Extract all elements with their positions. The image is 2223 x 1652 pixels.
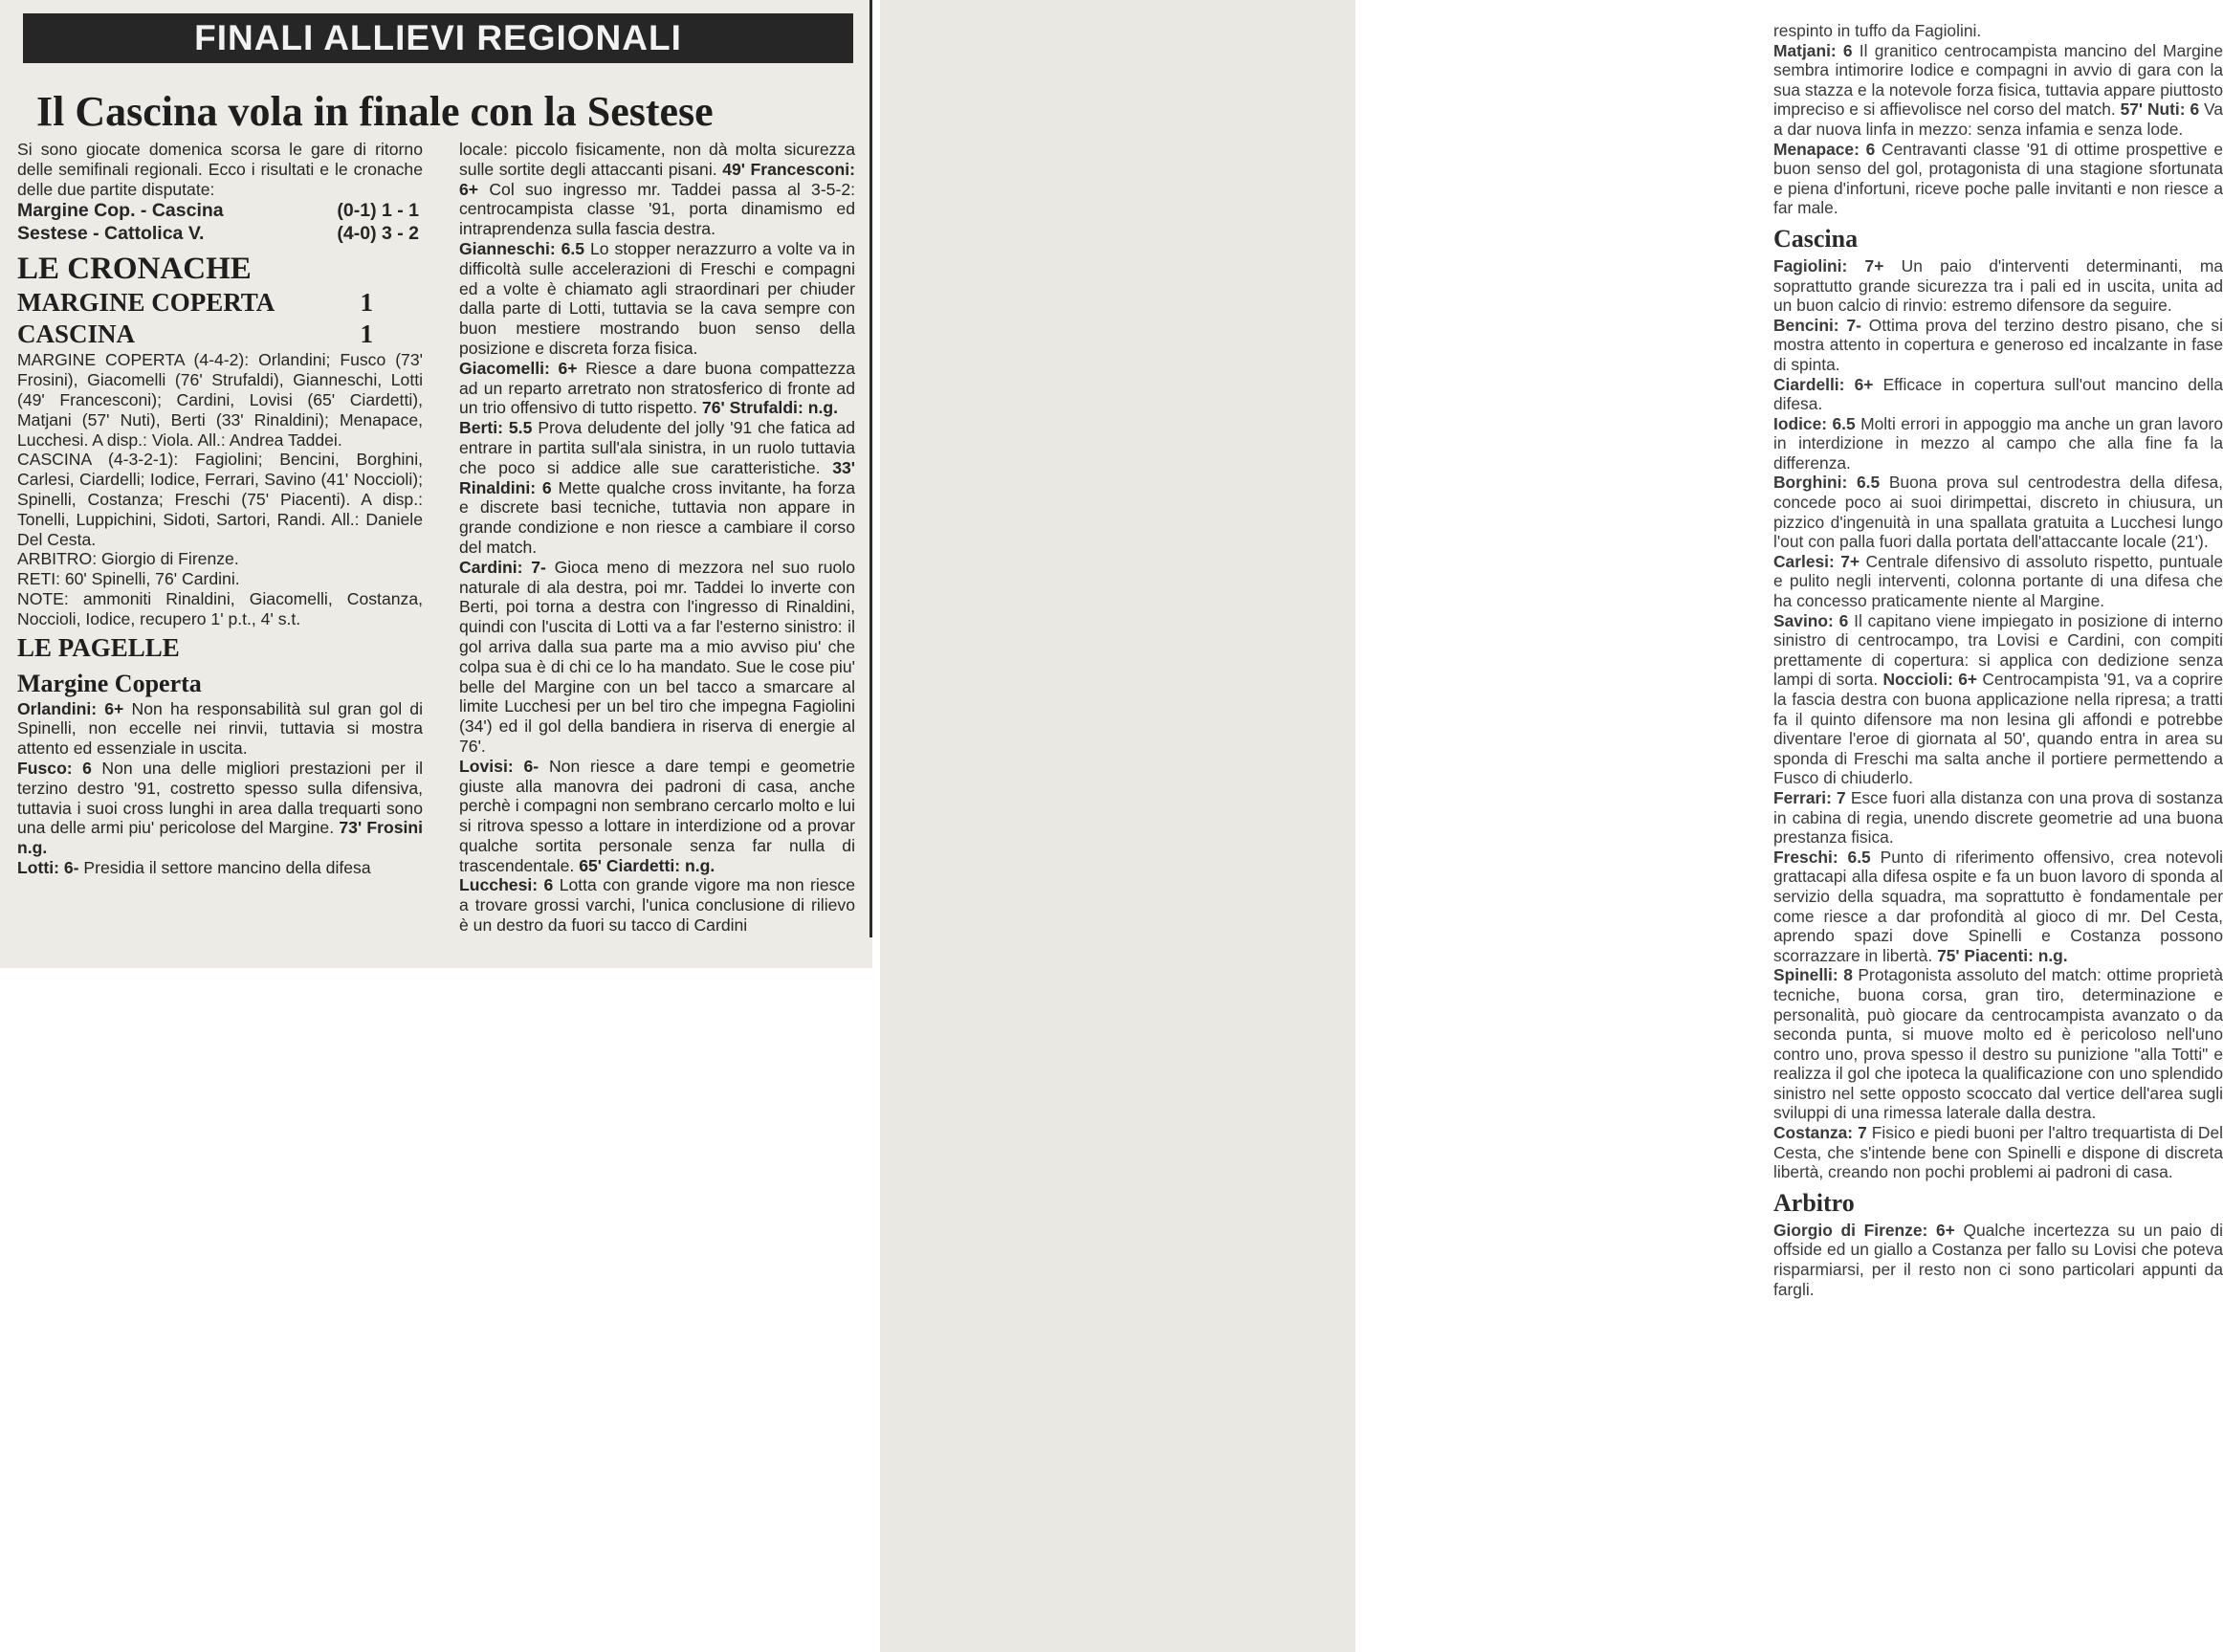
notes-line: NOTE: ammoniti Rinaldini, Giacomelli, Costanza, Noccioli, Iodice, recupero 1' p.t., 4' s.t. <box>17 588 423 628</box>
substitute-name-rating: 65' Ciardetti: n.g. <box>579 855 715 875</box>
goals-line: RETI: 60' Spinelli, 76' Cardini. <box>17 569 240 589</box>
rating-text: Il capitano viene impiegato in posizione di interno sinistro di centrocampo, tra Lovisi e Cardini, con compiti prettamente di copertura: si applica con dedizione senza lampi di sorta. <box>1773 610 2223 690</box>
rating-entry <box>1773 788 2223 848</box>
player-name-rating: Fagiolini: 7+ <box>1773 255 1884 275</box>
rating-text: Esce fuori alla distanza con una prova di sostanza in cabina di regia, unendo discrete geometrie ad una buona prestanza fisica. <box>1773 787 2223 848</box>
player-name-rating: Iodice: 6.5 <box>1773 413 1856 433</box>
rating-text: Non ha responsabilità sul gran gol di Spinelli, non eccelle nei rinvii, tuttavia si mostra attento ed essenziale in uscita. <box>17 698 424 759</box>
rating-entry <box>17 759 423 858</box>
substitute-name-rating: 33' Rinaldini: 6 <box>459 457 855 497</box>
rating-entry <box>17 699 423 759</box>
ratings-list <box>459 140 855 936</box>
column-3 <box>1773 21 2223 1299</box>
team-home-subheading: Margine Coperta <box>17 669 202 697</box>
player-name-rating: Giacomelli: 6+ <box>459 358 578 378</box>
home-team-goals: 1 <box>360 288 373 318</box>
rating-text: Centrale difensivo di assoluto rispetto, puntuale e pulito negli interventi, colonna portante di una difesa che ha concesso praticamente niente al Margine. <box>1773 551 2223 611</box>
rating-entry <box>1773 414 2223 474</box>
rating-text: Un paio d'interventi determinanti, ma soprattutto grande sicurezza tra i pali ed in uscita, unita ad un buon calcio di rinvio: estremo difensore da seguire. <box>1773 255 2223 316</box>
column-1 <box>17 140 423 878</box>
rating-text: Non riesce a dare tempi e geometrie giuste alla manovra dei padroni di casa, anche perchè i compagni non sembrano cercarlo molto e lui si ritrova spesso a lottare in interdizione od a provar qualche sortita personale senza far nulla di trascendentale. <box>459 756 856 875</box>
rating-entry <box>1773 41 2223 140</box>
rating-text: Ottima prova del terzino destro pisano, che si mostra attento in copertura e generoso ed incalzante in fase di spinta. <box>1773 315 2223 374</box>
rating-text: Molti errori in appoggio ma anche un gran lavoro in interdizione in mezzo al campo che alla fine fa la differenza. <box>1773 413 2223 473</box>
lineup-away: CASCINA (4-3-2-1): Fagiolini; Bencini, Borghini, Carlesi, Ciardelli; Iodice, Ferrari, Savino (41' Noccioli); Spinelli, Costanza; Freschi (75' Piacenti). A disp.: Tonelli, Luppichini, Sidoti, Sartori, Randi. All.: Daniele Del Cesta. <box>17 450 423 549</box>
rating-text: locale: piccolo fisicamente, non dà molta sicurezza sulle sortite degli attaccanti pisani. <box>459 140 855 179</box>
rating-entry <box>1773 256 2223 316</box>
rating-text: Presidia il settore mancino della difesa <box>78 857 371 877</box>
player-name-rating: Savino: 6 <box>1773 610 1849 630</box>
rating-entry <box>459 757 855 876</box>
rating-entry <box>1773 21 2223 41</box>
rating-entry <box>1773 1221 2223 1299</box>
rating-entry <box>1773 316 2223 375</box>
section-banner: FINALI ALLIEVI REGIONALI <box>23 13 853 63</box>
rating-text: Gioca meno di mezzora nel suo ruolo naturale di ala destra, poi mr. Taddei lo inverte con Berti, poi torna a destra con l'ingresso di Rinaldini, quindi con l'uscita di Lotti va a far l'esterno sinistro: il gol arriva dalla sua parte ma a mio avviso piu' che colpa sua è di chi ce lo ha mandato. Sue le cose piu' belle del Margine con un bel tacco a smarcare al limite Lucchesi per un bel tiro che impegna Fagiolini (34') ed il gol della bandiera in riserva di energie al 76'. <box>459 557 856 756</box>
clipping-left <box>0 0 872 968</box>
rating-entry <box>1773 1123 2223 1182</box>
player-name-rating: Berti: 5.5 <box>459 418 533 438</box>
article-headline: Il Cascina vola in finale con la Sestese <box>36 88 714 135</box>
rating-entry <box>1773 140 2223 218</box>
result-row <box>17 222 423 245</box>
result-score: (4-0) 3 - 2 <box>337 223 419 245</box>
player-name-rating: Costanza: 7 <box>1773 1123 1867 1143</box>
player-name-rating: Lotti: 6- <box>17 857 79 877</box>
rating-entry <box>459 359 855 418</box>
substitute-name-rating: 73' Frosini n.g. <box>17 818 424 858</box>
rating-text: Centravanti classe '91 di ottime prospettive e buon senso del gol, protagonista di una stagione sfortunata e piena d'infortuni, riceve poche palle invitanti e non riesce a far male. <box>1773 139 2223 218</box>
rating-text: Protagonista assoluto del match: ottime proprietà tecniche, buona corsa, gran tiro, determinazione e personalità, può giocare da centrocampista avanzato o da seconda punta, si muove molto ed è pericoloso nell'uno contro uno, prova spesso il destro su punizione "alla Totti" e realizza il gol che ipoteca la qualificazione con uno splendido sinistro nel sette opposto scoccato dal vertice dell'area sugli sviluppi di una rimessa laterale dalla destra. <box>1773 965 2223 1123</box>
player-name-rating: Borghini: 6.5 <box>1773 473 1881 493</box>
substitute-name-rating: 75' Piacenti: n.g. <box>1937 945 2068 965</box>
rating-entry <box>1773 375 2223 414</box>
away-team-name: CASCINA <box>17 319 136 349</box>
substitute-text: Mette qualche cross invitante, ha forza e discrete basi tecniche, tuttavia non appare in grande condizione e non riesce a cambiare il corso del match. <box>459 477 855 557</box>
rating-text: Lotta con grande vigore ma non riesce a trovare grossi varchi, l'unica conclusione di rilievo è un destro da fuori su tacco di Cardini <box>459 875 855 936</box>
player-name-rating: Lucchesi: 6 <box>459 875 554 895</box>
rating-text: Non una delle migliori prestazioni per il terzino destro '91, costretto spesso sulla difensiva, tuttavia i suoi cross lunghi in area dalla trequarti sono una delle armi piu' pericolose del Margine. <box>17 758 423 838</box>
substitute-text: Centrocampista '91, va a coprire la fascia destra con buona applicazione nella ripresa; a tratti fa il quinto difensore ma non lesina gli affondi e potrebbe diventare l'eroe di giornata al 50', quando entra in area su sponda di Freschi ma salta anche il portiere permettendo a Fusco di chiuderlo. <box>1773 670 2223 788</box>
referee-line: ARBITRO: Giorgio di Firenze. <box>17 549 239 569</box>
player-name-rating: Menapace: 6 <box>1773 139 1876 159</box>
ratings-list <box>1773 256 2223 1182</box>
column-divider <box>869 0 872 937</box>
substitute-name-rating: 49' Francesconi: 6+ <box>459 159 856 199</box>
ratings-list <box>1773 1221 2223 1299</box>
player-name-rating: Matjani: 6 <box>1773 40 1853 60</box>
rating-text: Fisico e piedi buoni per l'altro trequartista di Del Cesta, che s'intende bene con Spinelli e dispone di discreta libertà, creando non pochi problemi ai padroni di casa. <box>1773 1123 2223 1182</box>
rating-entry <box>1773 611 2223 788</box>
away-team-goals: 1 <box>360 319 373 349</box>
rating-entry <box>459 140 855 239</box>
player-name-rating: Ferrari: 7 <box>1773 787 1846 807</box>
substitute-name-rating: 57' Nuti: 6 <box>2120 99 2200 120</box>
player-name-rating: Spinelli: 8 <box>1773 965 1853 985</box>
column-2 <box>459 140 855 936</box>
away-team-score <box>17 319 423 350</box>
rating-entry <box>459 418 855 558</box>
player-name-rating: Fusco: 6 <box>17 758 92 778</box>
lineup-home: MARGINE COPERTA (4-4-2): Orlandini; Fusco (73' Frosini), Giacomelli (76' Strufaldi), Gianneschi, Lotti (49' Francesconi); Cardini, Lovisi (65' Ciardetti), Matjani (57' Nuti), Berti (33' Rinaldini); Menapace, Lucchesi. A disp.: Viola. All.: Andrea Taddei. <box>17 350 423 450</box>
player-name-rating: Orlandini: 6+ <box>17 698 124 718</box>
rating-text: Buona prova sul centrodestra della difesa, concede poco ai suoi dirimpettai, discreto in chiusura, un pizzico d'ingenuità in una spallata gratuita a Lucchesi lungo l'out con palla fuori dalla portata dell'attaccante locale (21'). <box>1773 473 2223 552</box>
referee-subheading: Arbitro <box>1773 1188 1855 1217</box>
result-row <box>17 199 423 222</box>
rating-entry <box>1773 848 2223 966</box>
rating-entry <box>1773 473 2223 551</box>
rating-text: Riesce a dare buona compattezza ad un reparto arretrato non stratosferico di fronte ad un trio offensivo di tutto rispetto. <box>459 358 855 418</box>
player-name-rating: Gianneschi: 6.5 <box>459 238 585 258</box>
ratings-list <box>1773 21 2223 218</box>
result-match: Sestese - Cattolica V. <box>17 223 205 245</box>
rating-entry <box>17 858 423 878</box>
rating-entry <box>1773 552 2223 611</box>
rating-entry <box>459 875 855 935</box>
home-team-name: MARGINE COPERTA <box>17 288 275 318</box>
rating-text: Lo stopper nerazzurro a volte va in difficoltà sulle accelerazioni di Freschi e compagni ed a volte è chiamato agli straordinari per chiuder dalla parte di Lotti, tuttavia se la cava sempre con buon mestiere mostrando buon senso della posizione e discreta forza fisica. <box>459 238 856 358</box>
substitute-text: Col suo ingresso mr. Taddei passa al 3-5-2: centrocampista classe '91, porta dinamismo ed intraprendenza sulla fascia destra. <box>459 179 855 239</box>
player-name-rating: Cardini: 7- <box>459 557 546 577</box>
ratings-list <box>17 699 423 878</box>
substitute-name-rating: 76' Strufaldi: n.g. <box>701 398 838 418</box>
team-away-subheading: Cascina <box>1773 224 1859 253</box>
rating-entry <box>459 558 855 757</box>
cronache-heading: LE CRONACHE <box>17 252 252 287</box>
rating-text: Il granitico centrocampista mancino del Margine sembra intimorire Iodice e compagni in avvio di gara con la sua stazza e la notevole forza fisica, tuttavia appare piuttosto impreciso e si affievolisce nel corso del match. <box>1773 40 2223 120</box>
home-team-score <box>17 287 423 319</box>
rating-text: Qualche incertezza su un paio di offside ed un giallo a Costanza per fallo su Lovisi che poteva risparmiarsi, per il resto non ci sono particolari appunti da fargli. <box>1773 1220 2223 1299</box>
rating-entry <box>1773 965 2223 1123</box>
rating-text: respinto in tuffo da Fagiolini. <box>1773 21 1982 40</box>
rating-text: Prova deludente del jolly '91 che fatica ad entrare in partita sull'ala sinistra, in un ruolo tuttavia che poco si addice alle sue caratteristiche. <box>459 418 856 477</box>
player-name-rating: Carlesi: 7+ <box>1773 551 1860 571</box>
pagelle-heading: LE PAGELLE <box>17 632 180 662</box>
intro-paragraph: Si sono giocate domenica scorsa le gare di ritorno delle semifinali regionali. Ecco i risultati e le cronache delle due partite disputate: <box>17 140 423 199</box>
player-name-rating: Freschi: 6.5 <box>1773 847 1871 867</box>
substitute-text: Va a dar nuova linfa in mezzo: senza infamia e senza lode. <box>1773 99 2223 139</box>
rating-text: Efficace in copertura sull'out mancino della difesa. <box>1773 374 2223 414</box>
result-score: (0-1) 1 - 1 <box>337 200 419 222</box>
player-name-rating: Giorgio di Firenze: 6+ <box>1773 1220 1955 1240</box>
player-name-rating: Bencini: 7- <box>1773 315 1861 335</box>
rating-text: Punto di riferimento offensivo, crea notevoli grattacapi alla difesa ospite e fa un buon lavoro di sponda al servizio della squadra, ma soprattutto è fondamentale per come riesce a dar profondità al gioco di mr. Del Cesta, aprendo spazi dove Spinelli e Costanza possono scorrazzare in libertà. <box>1773 847 2223 965</box>
player-name-rating: Lovisi: 6- <box>459 756 539 776</box>
substitute-name-rating: Noccioli: 6+ <box>1882 670 1978 690</box>
result-match: Margine Cop. - Cascina <box>17 200 224 222</box>
player-name-rating: Ciardelli: 6+ <box>1773 374 1874 394</box>
rating-entry <box>459 239 855 359</box>
clipping-right <box>880 0 2223 1652</box>
